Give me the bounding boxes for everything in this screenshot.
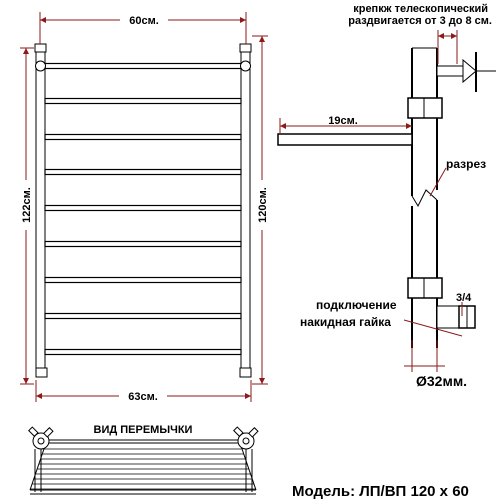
bottom-right-plug	[240, 368, 251, 377]
rung-1	[45, 64, 241, 69]
rung-4	[45, 170, 241, 175]
bottom-left-plug	[36, 368, 47, 377]
model-caption: Модель: ЛП/ВП 120 х 60	[292, 483, 469, 500]
offset-label: 19см.	[328, 115, 358, 127]
dimension-top-width	[40, 12, 246, 44]
dimension-offset	[280, 115, 412, 134]
dimension-bottom-width	[36, 380, 251, 403]
bridge-rungs	[30, 449, 255, 489]
thread-label: 3/4	[456, 292, 472, 304]
pipe-diameter-label: Ø32мм.	[416, 373, 468, 389]
rungs	[45, 64, 241, 355]
right-pipe	[241, 48, 250, 374]
connection-nut	[437, 306, 475, 328]
dimension-left-height	[18, 48, 34, 384]
front-view	[35, 44, 251, 377]
bridge-right-fitting	[234, 427, 258, 492]
mount-label-line1: крепкж телескопический	[353, 3, 488, 15]
rung-profile	[278, 134, 412, 145]
bottom-width-label: 63см.	[128, 391, 158, 403]
rung-7	[45, 278, 241, 283]
rung-2	[45, 99, 241, 104]
bridge-view-title: ВИД ПЕРЕМЫЧКИ	[93, 424, 193, 436]
rung-6	[45, 242, 241, 247]
rung-3	[45, 135, 241, 140]
rung-5	[45, 206, 241, 211]
top-width-label: 60см.	[129, 15, 159, 27]
left-height-label: 122см.	[21, 187, 33, 223]
right-height-label: 120см.	[257, 187, 269, 223]
left-pipe	[36, 48, 45, 374]
dimension-right-height	[252, 36, 271, 384]
bottom-bracket	[408, 278, 442, 298]
connection-label-line2: накидная гайка	[300, 315, 391, 329]
telescopic-bracket	[437, 30, 496, 92]
rung-8	[45, 314, 241, 319]
cut-break	[412, 190, 437, 206]
connection-label-line1: подключение	[316, 298, 397, 312]
bridge-view	[29, 424, 258, 494]
middle-bracket	[408, 98, 442, 118]
cut-label: разрез	[446, 157, 487, 171]
rung-9	[45, 350, 241, 355]
mount-label-line2: раздвигается от 3 до 8 см.	[348, 15, 492, 27]
